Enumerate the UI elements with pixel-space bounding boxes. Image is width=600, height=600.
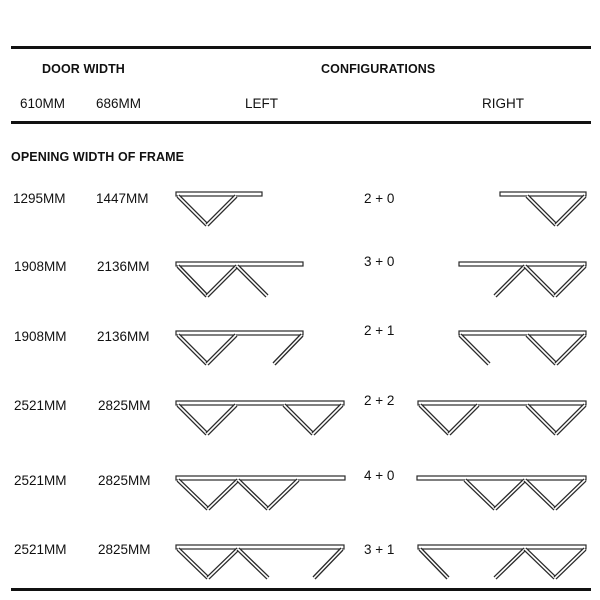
row-6-width-686: 2825MM — [98, 542, 151, 557]
row-4-width-610: 2521MM — [14, 398, 67, 413]
row-3-left-panel-core — [207, 335, 236, 364]
row-1-configuration: 2 + 0 — [364, 191, 395, 206]
row-2-left-track — [176, 262, 303, 266]
row-2-width-610: 1908MM — [14, 259, 67, 274]
row-5-right-panel-core — [495, 480, 525, 509]
row-2-configuration: 3 + 0 — [364, 254, 395, 269]
row-6-right-panel-core — [495, 549, 525, 578]
row-6-right-panel-core — [555, 549, 585, 578]
row-3-left-panel-core — [274, 335, 302, 364]
row-1-right-panel-core — [556, 196, 585, 225]
row-6-left-panel-core — [314, 549, 342, 578]
row-3-right-panel-core — [527, 335, 556, 364]
row-4-left-panel-core — [284, 405, 313, 434]
row-4-right-panel-core — [420, 405, 449, 434]
row-5-right-panel-core — [555, 480, 585, 509]
row-3-left-panel-core — [178, 335, 207, 364]
row-6-right-panel-core — [420, 549, 448, 578]
configurations-heading: CONFIGURATIONS — [321, 62, 436, 76]
row-1-left-track — [176, 192, 262, 196]
row-5-right-panel-core — [465, 480, 495, 509]
row-5-width-610: 2521MM — [14, 473, 67, 488]
row-4-right-panel-core — [527, 405, 556, 434]
width-610-heading: 610MM — [20, 96, 66, 111]
row-1-right-track — [500, 192, 586, 196]
row-5-left-panel-core — [238, 480, 268, 509]
row-2-width-686: 2136MM — [97, 259, 150, 274]
row-1-width-686: 1447MM — [96, 191, 149, 206]
row-3-right-track — [459, 331, 586, 335]
door-width-heading: DOOR WIDTH — [42, 62, 125, 76]
row-4-left-panel-core — [178, 405, 207, 434]
width-686-heading: 686MM — [96, 96, 142, 111]
row-1-left-panel-core — [178, 196, 207, 225]
row-5-right-panel-core — [525, 480, 555, 509]
row-4-configuration: 2 + 2 — [364, 393, 395, 408]
row-2-left-panel-core — [178, 266, 207, 296]
row-5-left-panel-core — [268, 480, 298, 509]
row-4-left-track — [176, 401, 344, 405]
row-5-width-686: 2825MM — [98, 473, 151, 488]
row-2-right-panel-core — [555, 266, 585, 296]
row-1-right-panel-core — [527, 196, 556, 225]
row-1-width-610: 1295MM — [13, 191, 66, 206]
row-4-right-track — [418, 401, 586, 405]
row-3-right-panel-core — [460, 335, 489, 364]
row-5-right-track — [417, 476, 586, 480]
row-3-width-686: 2136MM — [97, 329, 150, 344]
section-title: OPENING WIDTH OF FRAME — [11, 150, 185, 164]
row-4-right-panel-core — [449, 405, 478, 434]
row-6-width-610: 2521MM — [14, 542, 67, 557]
row-6-right-panel-core — [525, 549, 555, 578]
row-3-right-panel-core — [556, 335, 585, 364]
row-1-left-panel-core — [207, 196, 236, 225]
row-6-configuration: 3 + 1 — [364, 542, 395, 557]
row-2-right-track — [459, 262, 586, 266]
row-6-right-track — [418, 545, 586, 549]
row-2-left-panel-core — [207, 266, 237, 296]
row-4-left-panel-core — [207, 405, 236, 434]
row-5-left-panel-core — [208, 480, 238, 509]
row-6-left-panel-core — [238, 549, 268, 578]
left-heading: LEFT — [245, 96, 279, 111]
row-5-left-panel-core — [178, 480, 208, 509]
row-6-left-panel-core — [208, 549, 238, 578]
row-3-width-610: 1908MM — [14, 329, 67, 344]
row-3-configuration: 2 + 1 — [364, 323, 395, 338]
right-heading: RIGHT — [482, 96, 524, 111]
row-2-right-panel-core — [495, 266, 525, 296]
row-4-width-686: 2825MM — [98, 398, 151, 413]
row-6-left-panel-core — [178, 549, 208, 578]
row-5-left-track — [176, 476, 345, 480]
row-2-left-panel-core — [237, 266, 267, 296]
row-3-left-track — [176, 331, 303, 335]
row-5-configuration: 4 + 0 — [364, 468, 395, 483]
row-2-right-panel-core — [525, 266, 555, 296]
row-4-right-panel-core — [556, 405, 585, 434]
row-6-left-track — [176, 545, 344, 549]
row-4-left-panel-core — [313, 405, 342, 434]
